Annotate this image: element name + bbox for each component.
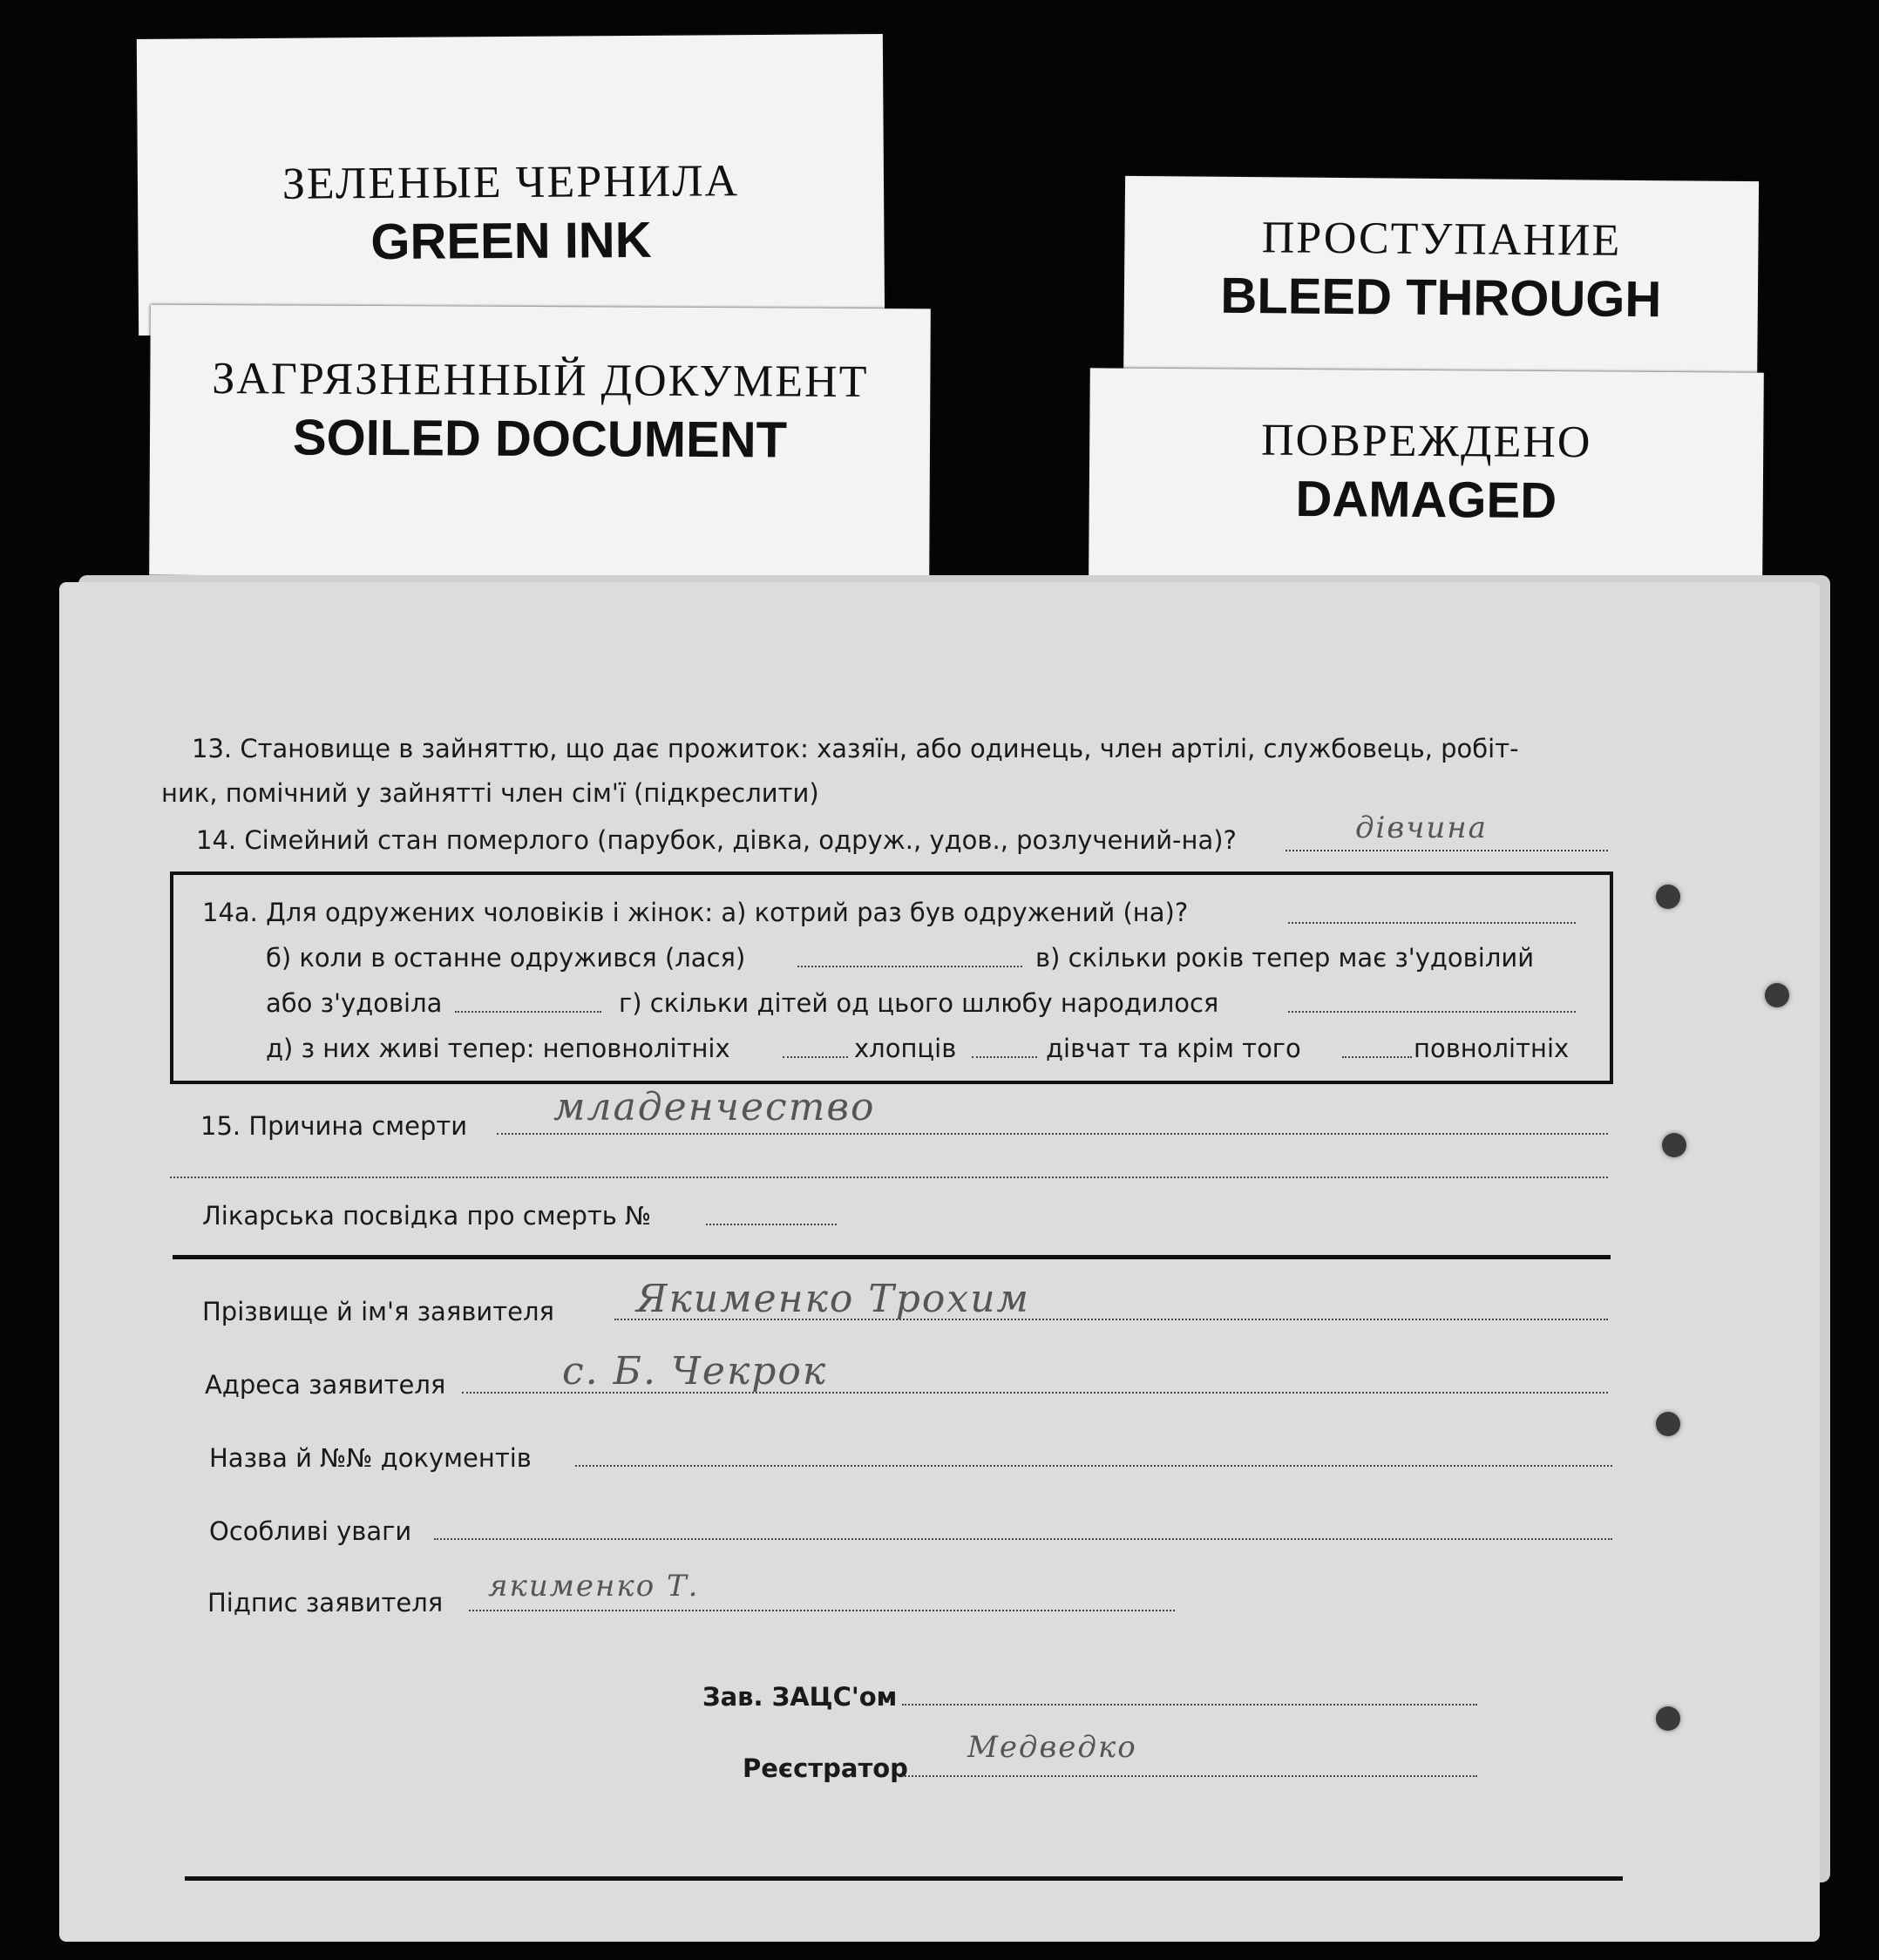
applicant-address-answer: с. Б. Чекрок [562, 1349, 828, 1394]
applicant-address-label: Адреса заявителя [205, 1370, 446, 1400]
q13-line2: ник, помічний у зайнятті член сім'ї (підкреслити) [161, 778, 819, 808]
q14a-d: д) з них живі тепер: неповнолітніх [266, 1034, 730, 1063]
documents-label: Назва й №№ документів [209, 1443, 532, 1473]
label-bleed-en: BLEED THROUGH [1220, 267, 1662, 329]
label-green-ink-en: GREEN INK [370, 211, 652, 271]
label-green-ink [137, 34, 885, 336]
remarks-label: Особливі уваги [209, 1516, 412, 1546]
med-cert-field[interactable] [706, 1224, 837, 1225]
q14a-boys-field[interactable] [972, 1056, 1037, 1058]
registrar-answer: Медведко [967, 1730, 1137, 1765]
remarks-field[interactable] [434, 1538, 1612, 1540]
label-damaged [1089, 368, 1764, 581]
q14a-b-field[interactable] [797, 966, 1022, 967]
q14a-v: в) скільки років тепер має з'удовілий [1035, 943, 1535, 973]
signature-label: Підпис заявителя [207, 1588, 444, 1618]
label-green-ink-ru: ЗЕЛЕНЫЕ ЧЕРНИЛА [282, 156, 740, 209]
bottom-divider [185, 1876, 1623, 1881]
documents-field[interactable] [575, 1465, 1612, 1467]
punch-hole [1662, 1133, 1686, 1157]
registrar-label: Реєстратор [743, 1753, 908, 1783]
label-damaged-ru: ПОВРЕЖДЕНО [1260, 415, 1592, 468]
q14a-girls: дівчат та крім того [1046, 1034, 1301, 1063]
signature-field[interactable] [469, 1610, 1175, 1611]
q14a-adults: повнолітніх [1414, 1034, 1570, 1063]
q14a-g: г) скільки дітей од цього шлюбу народилося [619, 988, 1219, 1018]
applicant-name-label: Прізвище й ім'я заявителя [202, 1297, 554, 1326]
applicant-name-answer: Якименко Трохим [636, 1277, 1031, 1321]
label-damaged-en: DAMAGED [1295, 470, 1557, 530]
punch-hole [1656, 1412, 1680, 1436]
q15-field-line2[interactable] [170, 1177, 1608, 1178]
q14a-a-field[interactable] [1288, 922, 1576, 924]
q14a-girls-field[interactable] [1342, 1056, 1412, 1058]
q15-field[interactable] [497, 1133, 1608, 1135]
punch-hole [1765, 983, 1789, 1007]
label-soiled-en: SOILED DOCUMENT [292, 409, 788, 469]
label-soiled-document [149, 305, 931, 580]
punch-hole [1656, 1706, 1680, 1731]
q14a-boys: хлопців [854, 1034, 957, 1063]
q14-label: 14. Сімейний стан померлого (парубок, дівка, одруж., удов., розлучений-на)? [196, 825, 1237, 855]
label-bleed-ru: ПРОСТУПАНИЕ [1261, 213, 1622, 266]
q14a-or: або з'удовіла [266, 988, 443, 1018]
q14a-g-field[interactable] [1288, 1011, 1576, 1013]
punch-hole [1656, 885, 1680, 909]
q15-answer: младенчество [553, 1085, 876, 1129]
q14-field[interactable] [1285, 850, 1608, 851]
q15-label: 15. Причина смерти [200, 1111, 468, 1141]
q13-line1: 13. Становище в зайняттю, що дає прожиток: хазяїн, або одинець, член артілі, службовець, робіт- [192, 734, 1519, 763]
q14a-b: б) коли в останне одружився (лася) [266, 943, 746, 973]
head-zags-label: Зав. ЗАЦС'ом [702, 1682, 898, 1712]
registrar-field[interactable] [902, 1775, 1477, 1777]
signature-answer: якименко Т. [488, 1569, 700, 1604]
q14a-minors-field[interactable] [783, 1056, 848, 1058]
q14-answer: дівчина [1355, 810, 1488, 845]
head-zags-field[interactable] [902, 1704, 1477, 1706]
label-soiled-ru: ЗАГРЯЗНЕННЫЙ ДОКУМЕНТ [212, 354, 869, 407]
divider [173, 1255, 1611, 1259]
med-cert-label: Лікарська посвідка про смерть № [202, 1201, 652, 1231]
q14a-a: 14а. Для одружених чоловіків і жінок: а) котрий раз був одружений (на)? [202, 898, 1189, 927]
q14a-or-field[interactable] [455, 1011, 601, 1013]
